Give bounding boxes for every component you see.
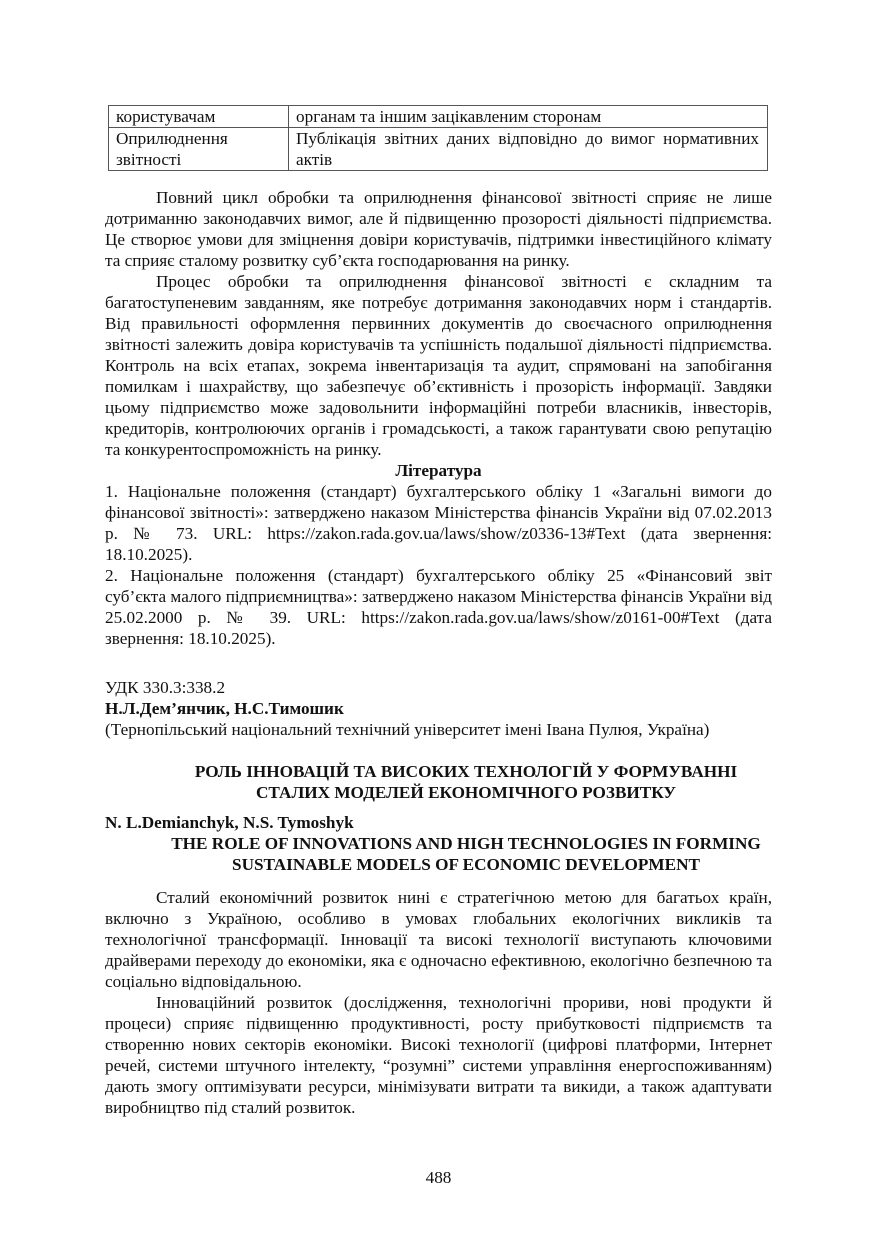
reference-item: 2. Національне положення (стандарт) бухгалтерського обліку 25 «Фінансовий звіт суб’єкта малого підприємництва»: затверджено наказом Міністерства фінансів України від 25.02.2000 р. № 39. URL: https://zakon.rada.gov.ua/laws/show/z0161-00#Text (дата звернення: 18.10.2025). xyxy=(105,566,772,648)
title-en-line: THE ROLE OF INNOVATIONS AND HIGH TECHNOLOGIES IN FORMING xyxy=(171,834,761,853)
page-number: 488 xyxy=(425,1168,452,1187)
udk-code: УДК 330.3:338.2 xyxy=(105,678,226,697)
table-row xyxy=(109,106,768,128)
paragraph: Сталий економічний розвиток нині є стратегічною метою для багатьох країн, включно з Україною, особливо в умовах глобальних екологічних викликів та технологічної трансформації. Інновації та високі технології виступають ключовими драйверами переходу до економіки, яка є одночасно ефективною, екологічно безпечною та соціально відповідальною. xyxy=(105,888,772,991)
title-uk-line: РОЛЬ ІННОВАЦІЙ ТА ВИСОКИХ ТЕХНОЛОГІЙ У ФОРМУВАННІ xyxy=(194,762,738,781)
article-body xyxy=(105,887,772,1118)
authors-en: N. L.Demianchyk, N.S. Tymoshyk xyxy=(105,813,354,832)
table-cell-stage: користувачам xyxy=(109,106,289,128)
paragraph: Повний цикл обробки та оприлюднення фінансової звітності сприяє не лише дотриманню законодавчих вимог, але й підвищенню прозорості діяльності підприємства. Це створює умови для зміцнення довіри користувачів, підтримки інвестиційного клімату та сприяє сталому розвитку суб’єкта господарювання на ринку. xyxy=(105,188,772,270)
paragraph: Інноваційний розвиток (дослідження, технологічні прориви, нові продукти й процеси) сприяє підвищенню продуктивності, росту прибутковості підприємств та створенню нових секторів економіки. Високі технології (цифрові платформи, Інтернет речей, системи штучного інтелекту, “розумні” системи управління енергоспоживанням) дають змогу оптимізувати ресурси, мінімізувати витрати та викиди, а також адаптувати виробництво під сталий розвиток. xyxy=(105,993,772,1117)
literature-heading: Література xyxy=(395,461,482,480)
article-header-en xyxy=(105,812,772,875)
paragraph: Процес обробки та оприлюднення фінансової звітності є складним та багатоступеневим завданням, яке потребує дотримання законодавчих норм і стандартів. Від правильності оформлення первинних документів до своєчасного оприлюднення звітності залежить довіра користувачів та успішність подальшої діяльності підприємства. Контроль на всіх етапах, зокрема інвентаризація та аудит, спрямовані на запобігання помилкам і шахрайству, що забезпечує об’єктивність і прозорість інформації. Завдяки цьому підприємство може задовольнити інформаційні потреби власників, інвесторів, кредиторів, контролюючих органів і громадськості, а також гарантувати свою репутацію та конкурентоспроможність на ринку. xyxy=(105,272,772,459)
table-cell-stage: Оприлюднення звітності xyxy=(109,128,289,171)
body-text-section xyxy=(105,187,772,649)
process-table xyxy=(108,105,768,171)
table-row xyxy=(109,128,768,171)
title-en-line: SUSTAINABLE MODELS OF ECONOMIC DEVELOPMENT xyxy=(232,855,700,874)
article-header xyxy=(105,677,772,803)
title-uk-line: СТАЛИХ МОДЕЛЕЙ ЕКОНОМІЧНОГО РОЗВИТКУ xyxy=(256,783,676,802)
authors-uk: Н.Л.Дем’янчик, Н.С.Тимошик xyxy=(105,699,344,718)
table-cell-description: Публікація звітних даних відповідно до вимог нормативних актів xyxy=(289,128,768,171)
affiliation: (Тернопільський національний технічний університет імені Івана Пулюя, Україна) xyxy=(105,720,710,739)
table-cell-description: органам та іншим зацікавленим сторонам xyxy=(289,106,768,128)
reference-item: 1. Національне положення (стандарт) бухгалтерського обліку 1 «Загальні вимоги до фінансової звітності»: затверджено наказом Міністерства фінансів України від 07.02.2013 р. № 73. URL: https://zakon.rada.gov.ua/laws/show/z0336-13#Text (дата звернення: 18.10.2025). xyxy=(105,482,772,564)
